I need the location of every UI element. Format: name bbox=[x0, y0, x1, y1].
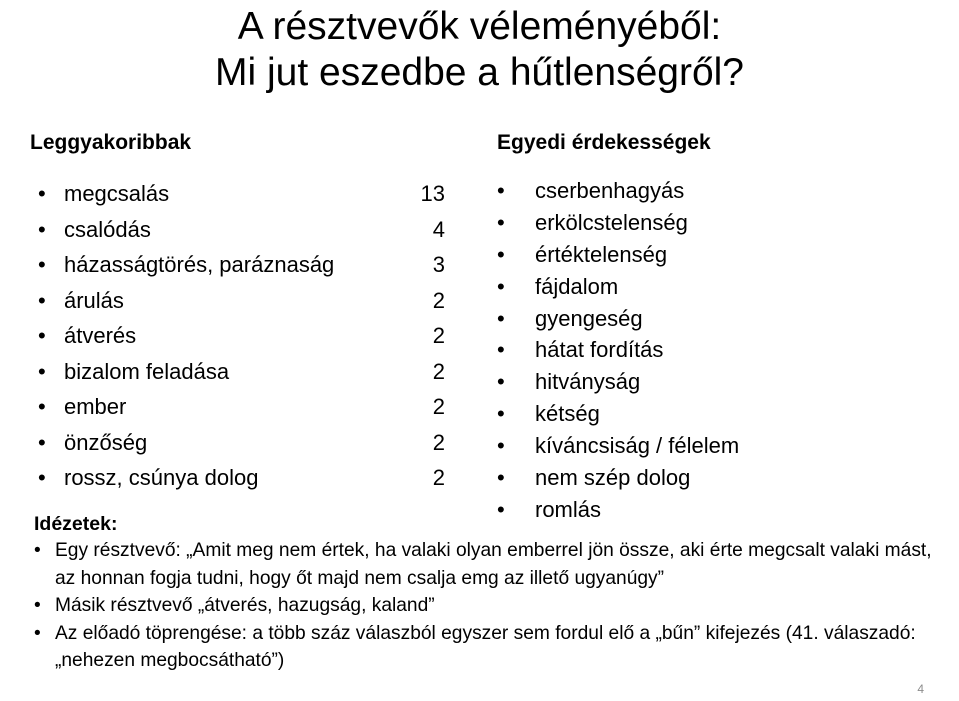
item-label: rossz, csúnya dolog bbox=[64, 465, 259, 490]
unique-item: • kíváncsiság / félelem bbox=[497, 430, 917, 462]
unique-items-list bbox=[497, 175, 917, 526]
unique-item: • kétség bbox=[497, 398, 917, 430]
item-count: 2 bbox=[432, 323, 445, 348]
unique-item: • fájdalom bbox=[497, 271, 917, 303]
most-common-item bbox=[38, 247, 458, 283]
item-label: csalódás bbox=[64, 216, 151, 242]
item-count: 2 bbox=[432, 394, 445, 419]
item-label: házasságtörés, paráznaság bbox=[64, 252, 335, 277]
slide-title-line-2: Mi jut eszedbe a hűtlenségről? bbox=[215, 51, 744, 94]
unique-item: • erkölcstelenség bbox=[497, 207, 917, 239]
page-number: 4 bbox=[917, 682, 924, 696]
slide-title bbox=[0, 4, 959, 96]
most-common-heading: Leggyakoribbak bbox=[30, 131, 192, 154]
item-count: 2 bbox=[432, 287, 445, 313]
item-count: 2 bbox=[432, 429, 445, 455]
unique-item: • hitványság bbox=[497, 366, 917, 398]
unique-item: • gyengeség bbox=[497, 303, 917, 335]
item-label: önzőség bbox=[64, 429, 148, 455]
most-common-list bbox=[38, 176, 458, 496]
most-common-item bbox=[38, 460, 458, 496]
quotes-heading: Idézetek: bbox=[34, 513, 118, 535]
item-count: 2 bbox=[432, 358, 445, 384]
item-label: megcsalás bbox=[64, 181, 170, 206]
unique-item: • romlás bbox=[497, 494, 917, 526]
item-count: 3 bbox=[432, 252, 445, 277]
item-label: bizalom feladása bbox=[64, 358, 230, 384]
item-count: 2 bbox=[432, 465, 445, 490]
quotes-list bbox=[34, 537, 949, 675]
slide-title-line-1: A résztvevők véleményéből: bbox=[237, 5, 722, 48]
quote-item: • Egy résztvevő: „Amit meg nem értek, ha valaki olyan emberrel jön össze, aki érte megcsalt valaki mást, az honnan fogja tudni, hogy őt majd nem csalja emg az illető ugyanúgy” bbox=[34, 537, 949, 592]
quote-item: • Másik résztvevő „átverés, hazugság, kaland” bbox=[34, 592, 949, 620]
item-label: ember bbox=[64, 394, 127, 419]
most-common-item bbox=[38, 283, 458, 319]
item-count: 4 bbox=[432, 216, 445, 242]
item-label: átverés bbox=[64, 323, 137, 348]
unique-item: • értéktelenség bbox=[497, 239, 917, 271]
item-count: 13 bbox=[420, 181, 445, 206]
most-common-item bbox=[38, 354, 458, 390]
item-label: árulás bbox=[64, 287, 124, 313]
most-common-item bbox=[38, 318, 458, 354]
unique-item: • nem szép dolog bbox=[497, 462, 917, 494]
unique-item: • cserbenhagyás bbox=[497, 175, 917, 207]
quote-item: • Az előadó töprengése: a több száz válaszból egyszer sem fordul elő a „bűn” kifejezés (41. válaszadó: „nehezen megbocsátható”) bbox=[34, 620, 949, 675]
most-common-item bbox=[38, 212, 458, 248]
most-common-item bbox=[38, 176, 458, 212]
most-common-item bbox=[38, 425, 458, 461]
unique-item: • hátat fordítás bbox=[497, 334, 917, 366]
unique-items-heading: Egyedi érdekességek bbox=[497, 131, 711, 154]
most-common-item bbox=[38, 389, 458, 425]
